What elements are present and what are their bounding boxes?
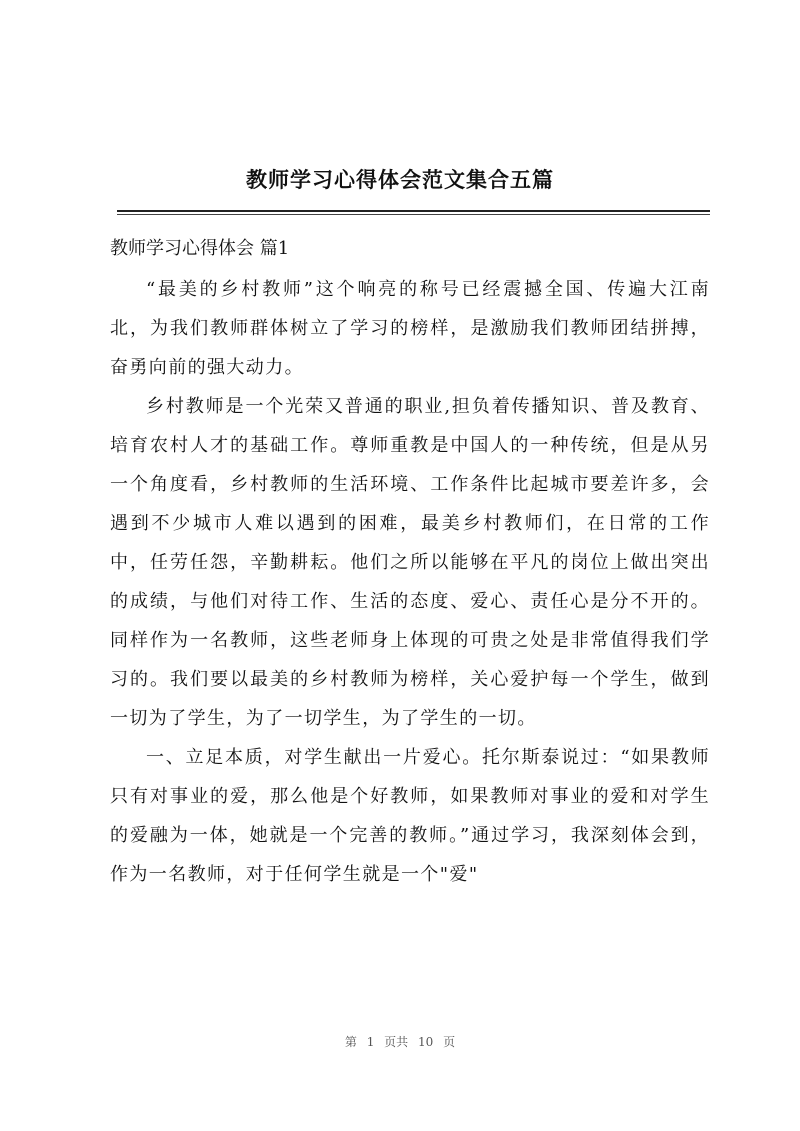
title-rule: [117, 210, 710, 212]
paragraph: 一、立足本质，对学生献出一片爱心。托尔斯泰说过：“如果教师只有对事业的爱，那么他是个好教师，如果教师对事业的爱和对学生的爱融为一体，她就是一个完善的教师。”通过学习，我深刻体会到，作为一名教师，对于任何学生就是一个"爱": [110, 747, 710, 885]
page-footer: 第 1 页共 10 页: [344, 1035, 456, 1049]
section-heading: 教师学习心得体会 篇1: [110, 238, 290, 259]
document-title: 教师学习心得体会范文集合五篇: [246, 168, 554, 192]
paragraph: 乡村教师是一个光荣又普通的职业,担负着传播知识、普及教育、培育农村人才的基础工作。尊师重教是中国人的一种传统，但是从另一个角度看，乡村教师的生活环境、工作条件比起城市要差许多，会遇到不少城市人难以遇到的困难，最美乡村教师们，在日常的工作中，任劳任怨，辛勤耕耘。他们之所以能够在平凡的岗位上做出突出的成绩，与他们对待工作、生活的态度、爱心、责任心是分不开的。同样作为一名教师，这些老师身上体现的可贵之处是非常值得我们学习的。我们要以最美的乡村教师为榜样，关心爱护每一个学生，做到一切为了学生，为了一切学生，为了学生的一切。: [110, 396, 710, 729]
title-rule-thin: [117, 214, 710, 215]
document-body: [110, 270, 710, 894]
paragraph: “最美的乡村教师”这个响亮的称号已经震撼全国、传遍大江南北，为我们教师群体树立了学习的榜样，是激励我们教师团结拼搏，奋勇向前的强大动力。: [110, 279, 710, 378]
